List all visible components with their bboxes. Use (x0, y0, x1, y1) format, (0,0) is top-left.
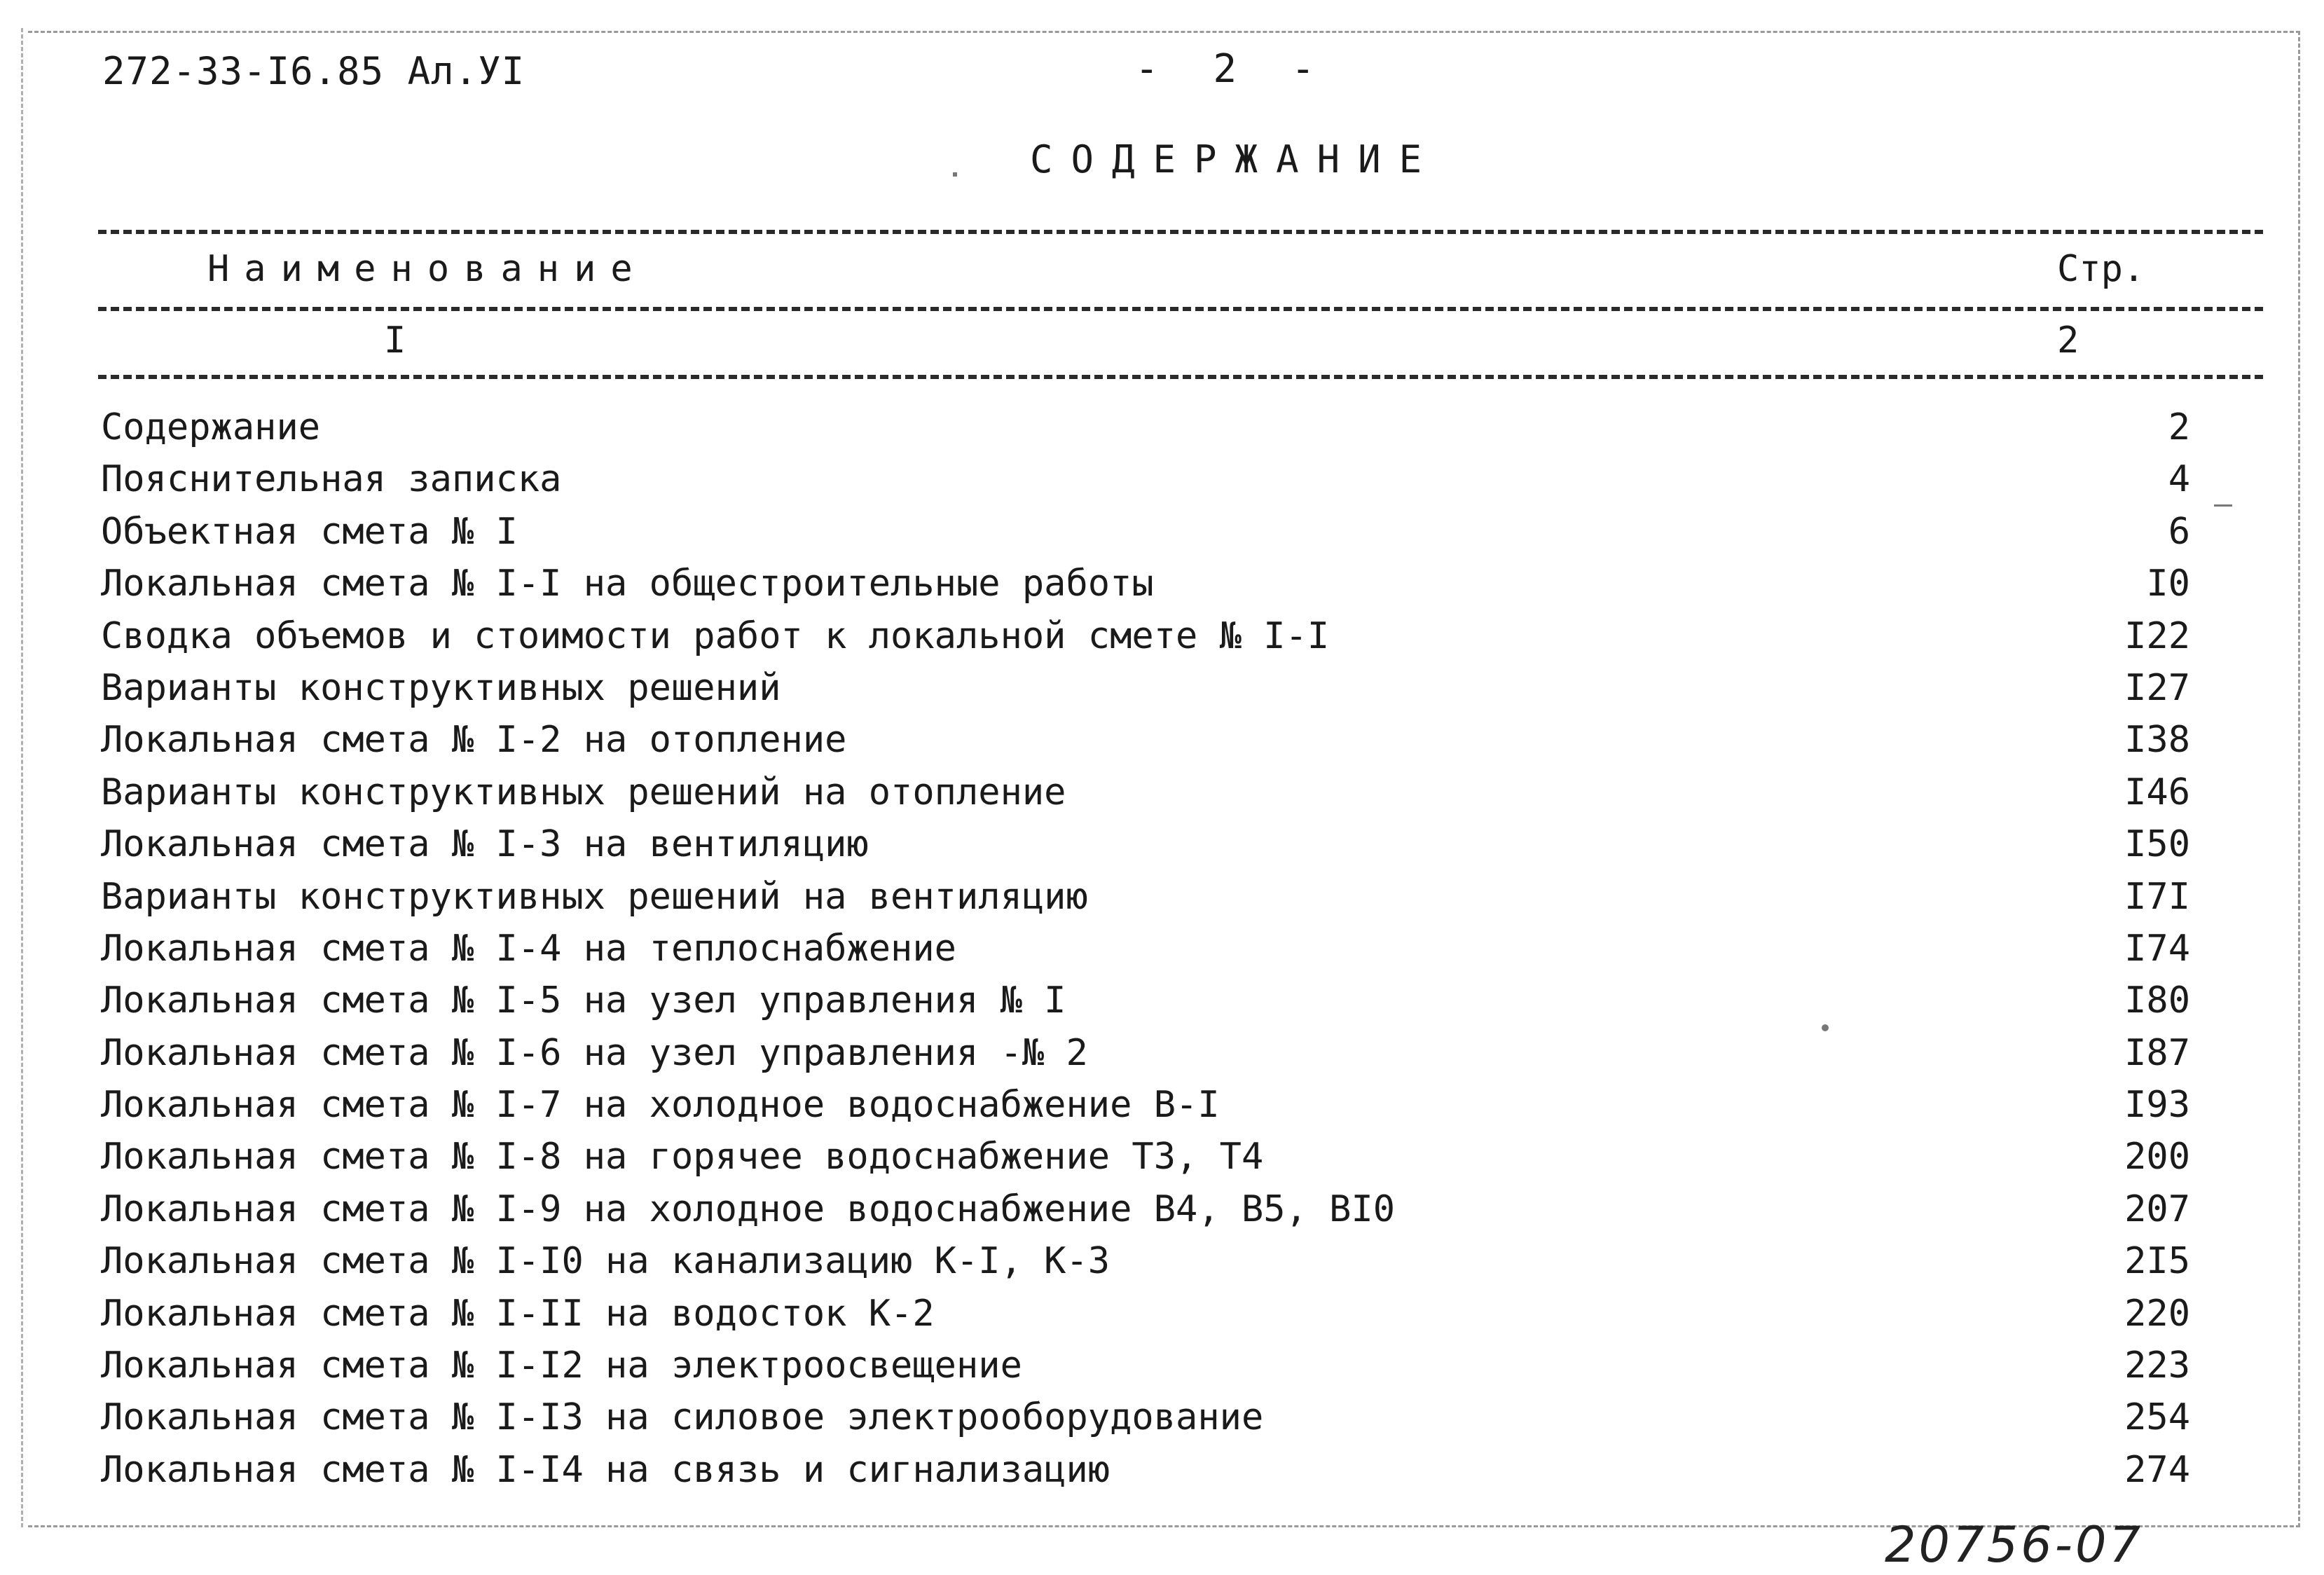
contents-entry (101, 876, 2245, 928)
entry-title: Локальная смета № I-3 на вентиляцию (101, 823, 869, 866)
contents-entry (101, 1188, 2245, 1240)
contents-entry (101, 511, 2245, 563)
entry-title: Варианты конструктивных решений (101, 666, 781, 709)
scan-speck (2214, 504, 2232, 507)
contents-entry (101, 1293, 2245, 1344)
entry-page: I74 (2124, 927, 2190, 970)
contents-entry (101, 823, 2245, 875)
entry-title: Локальная смета № I-5 на узел управления № I (101, 979, 1066, 1022)
contents-entry (101, 1449, 2245, 1501)
scan-speck (1822, 1024, 1829, 1031)
contents-entry (101, 458, 2245, 510)
entry-page: I50 (2124, 823, 2190, 866)
contents-entry (101, 615, 2245, 667)
entry-title: Локальная смета № I-II на водосток К-2 (101, 1292, 935, 1335)
table-rule-numbers (98, 375, 2263, 379)
scan-speck (953, 172, 957, 177)
contents-entry (101, 1032, 2245, 1084)
entry-page: 2I5 (2124, 1240, 2190, 1283)
entry-page: 223 (2124, 1344, 2190, 1387)
entry-title: Локальная смета № I-I4 на связь и сигнализацию (101, 1448, 1111, 1491)
entry-page: I27 (2124, 666, 2190, 709)
contents-entry (101, 563, 2245, 614)
entry-page: I87 (2124, 1031, 2190, 1074)
entry-page: I0 (2146, 563, 2190, 605)
entry-page: 200 (2124, 1136, 2190, 1178)
page-title: СОДЕРЖАНИЕ (1030, 137, 1441, 181)
page-left-edge (21, 28, 23, 1527)
table-rule-top (98, 230, 2263, 234)
contents-entry (101, 1240, 2245, 1292)
entry-title: Сводка объемов и стоимости работ к локальной смете № I-I (101, 614, 1330, 657)
entry-page: 274 (2124, 1448, 2190, 1491)
contents-entry (101, 1084, 2245, 1136)
entry-title: Варианты конструктивных решений на отопление (101, 771, 1066, 813)
column-number-page: 2 (2057, 319, 2079, 362)
entry-page: 2 (2168, 406, 2190, 448)
contents-entry (101, 979, 2245, 1031)
entry-title: Локальная смета № I-I на общестроительные работы (101, 563, 1154, 605)
entry-title: Локальная смета № I-7 на холодное водоснабжение В-I (101, 1084, 1220, 1127)
contents-list (101, 406, 2245, 1501)
entry-page: I80 (2124, 979, 2190, 1022)
page-number: - 2 - (1135, 46, 1331, 92)
entry-title: Локальная смета № I-I3 на силовое электрооборудование (101, 1396, 1264, 1439)
entry-page: I22 (2124, 614, 2190, 657)
entry-title: Локальная смета № I-I0 на канализацию К-I, К-3 (101, 1240, 1111, 1283)
entry-page: 4 (2168, 458, 2190, 501)
entry-page: I38 (2124, 719, 2190, 762)
contents-entry (101, 928, 2245, 979)
entry-title: Локальная смета № I-2 на отопление (101, 719, 847, 762)
contents-entry (101, 1396, 2245, 1448)
column-header-name: Наименование (207, 248, 647, 290)
entry-page: 6 (2168, 510, 2190, 553)
entry-page: 207 (2124, 1188, 2190, 1230)
document-code: 272-33-I6.85 Ал.УI (102, 49, 525, 93)
contents-entry (101, 719, 2245, 771)
contents-entry (101, 1344, 2245, 1396)
entry-title: Содержание (101, 406, 321, 448)
entry-title: Варианты конструктивных решений на вентиляцию (101, 875, 1088, 918)
contents-entry (101, 771, 2245, 823)
table-rule-header (98, 307, 2263, 311)
contents-entry (101, 406, 2245, 458)
entry-title: Локальная смета № I-6 на узел управления -№ 2 (101, 1031, 1088, 1074)
entry-title: Объектная смета № I (101, 510, 518, 553)
entry-page: I46 (2124, 771, 2190, 813)
entry-page: 220 (2124, 1292, 2190, 1335)
column-header-page: Стр. (2057, 248, 2145, 290)
column-number-name: I (384, 319, 406, 362)
entry-title: Пояснительная записка (101, 458, 562, 501)
entry-title: Локальная смета № I-9 на холодное водоснабжение В4, В5, ВI0 (101, 1188, 1396, 1230)
archive-stamp: 20756-07 (1885, 1516, 2144, 1574)
contents-entry (101, 1136, 2245, 1188)
entry-page: I93 (2124, 1084, 2190, 1127)
entry-title: Локальная смета № I-I2 на электроосвещение (101, 1344, 1022, 1387)
entry-page: I7I (2124, 875, 2190, 918)
entry-page: 254 (2124, 1396, 2190, 1439)
entry-title: Локальная смета № I-8 на горячее водоснабжение Т3, Т4 (101, 1136, 1264, 1178)
entry-title: Локальная смета № I-4 на теплоснабжение (101, 927, 956, 970)
contents-entry (101, 667, 2245, 719)
